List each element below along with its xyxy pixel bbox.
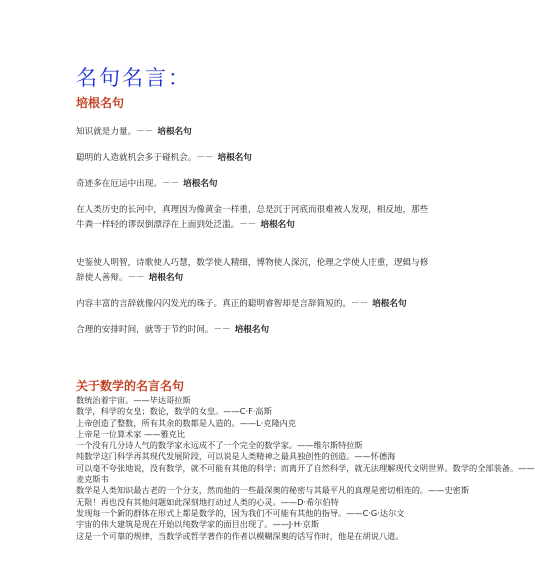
quote-text: 史鉴使人明智，诗歌使人巧慧，数学使人精细，博物使人深沉，伦理之学使人庄重，逻辑与修辞使人善辩。－－ [76,258,429,283]
quote-item [76,125,432,140]
quote-text: 奇迹多在厄运中出现。－－ [76,179,180,189]
math-quote-line: 宇宙的伟大建筑是现在开始以纯数学家的面目出现了。——J·H·京斯 [76,519,320,530]
quote-author: 培根名句 [260,220,295,230]
math-quote-list [76,395,535,542]
math-quote-line: 数学，科学的女皇；数论，数学的女皇。——C·F·高斯 [76,406,272,417]
quote-item [76,256,432,286]
quote-item [76,297,432,312]
section-heading-bacon: 培根名句 [76,96,125,110]
page-title: 名句名言： [76,66,191,90]
quote-author: 培根名句 [234,325,270,335]
math-quote-line: 这是一个可靠的规律，当数学或哲学著作的作者以模糊深奥的话写作时，他是在胡说八道。 [76,530,404,541]
math-quote-line: 一个没有几分诗人气的数学家永远成不了一个完全的数学家。——维尔斯特拉斯 [76,440,363,451]
math-quote-line: 数学是人类知识最古老的一个分支，然而他的一些最深奥的秘密与其最平凡的真理是密切相连的。——史密斯 [76,485,470,496]
quote-item [76,177,432,192]
quote-author: 培根名句 [183,179,218,189]
quote-text: 内容丰富的言辞就像闪闪发光的珠子。真正的聪明睿智却是言辞简短的。－－ [76,299,369,309]
quote-text: 聪明的人造就机会多于碰机会。－－ [76,153,214,163]
math-quote-line: 上帝创造了整数，所有其余的数都是人造的。——L·克隆内克 [76,417,297,428]
section-heading-math: 关于数学的名言名句 [76,379,185,393]
math-quote-line: 麦克斯韦 [76,474,109,485]
quote-author: 培根名句 [217,153,252,163]
quote-item [76,323,432,338]
math-quote-line: 可以毫不夸张地说，没有数学，就不可能有其他的科学；而离开了自然科学，就无法理解现代文明世界。数学的全部装备。—— [76,462,535,473]
math-quote-line: 纯数学这门科学再其现代发展阶段，可以说是人类精神之最具独创性的创造。——怀德海 [76,451,396,462]
quote-author: 培根名句 [372,299,407,309]
math-quote-line: 数统治着宇宙。——毕达哥拉斯 [76,395,191,405]
quote-author: 培根名句 [148,273,184,283]
quote-author: 培根名句 [157,127,192,137]
bacon-quote-list [76,125,432,349]
quote-item [76,203,432,233]
math-quote-line: 发现每一个新的群体在形式上都是数学的，因为我们不可能有其他的指导。——C·G·达尔文 [76,507,405,518]
quote-text: 在人类历史的长河中，真理因为像黄金一样重，总是沉于河底而很难被人发现，相反地，那些牛粪一样轻的谬误倒漂浮在上面到处泛滥。－－ [76,205,429,230]
math-quote-line: 上帝是一位算术家 ——雅克比 [76,428,186,439]
quote-text: 知识就是力量。－－ [76,127,154,137]
math-quote-line: 无限！再也没有其他问题如此深刻地打动过人类的心灵。——D·希尔伯特 [76,496,339,507]
quote-text: 合理的安排时间，就等于节约时间。－－ [76,325,231,335]
quote-item [76,151,432,166]
spacer [76,244,432,256]
